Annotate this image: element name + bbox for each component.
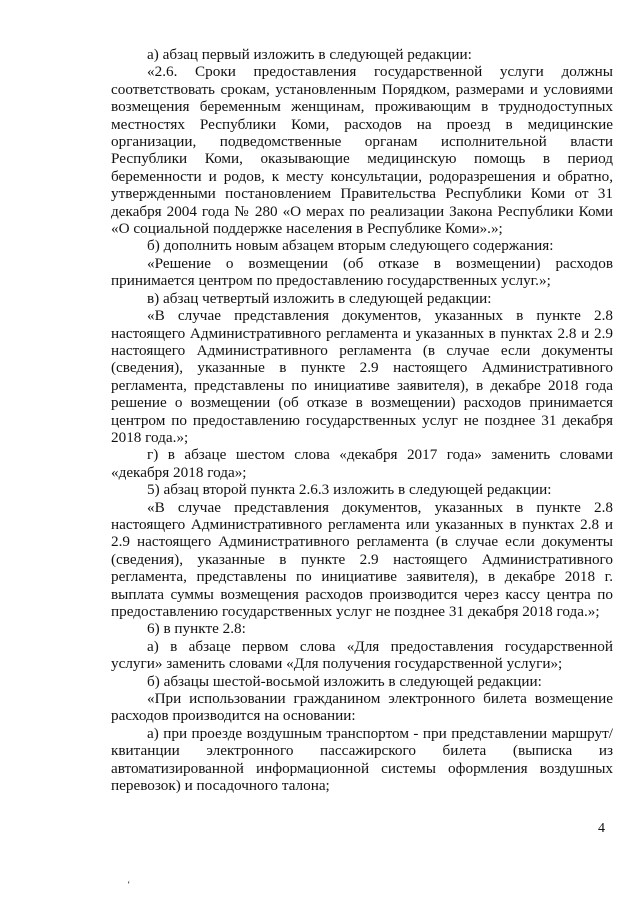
paragraph-payment-case: «В случае представления документов, указанных в пункте 2.8 настоящего Административного регламента или указанных в пунктах 2.8 и 2.9 настоящего Административного регламента (в случае если документы (сведения), указанные в пункте 2.9 настоящего Административного регламента, представлены по инициативе заявителя), в декабре 2018 г. выплата суммы возмещения расходов производится через кассу центра по предоставлению государственных услуг не позднее 31 декабря 2018 года.»; <box>111 498 613 620</box>
document-body <box>111 46 613 794</box>
paragraph-amendment-v: в) абзац четвертый изложить в следующей редакции: <box>147 289 492 307</box>
scan-speck: ‘ <box>127 880 131 891</box>
paragraph-item-6: 6) в пункте 2.8: <box>147 620 246 638</box>
paragraph-air-transport: а) при проезде воздушным транспортом - при представлении маршрут/квитанции электронного пассажирского билета (выписка из автоматизированной информационной системы оформления воздушных перевозок) и посадочного талона; <box>111 724 613 795</box>
paragraph-amendment-b: б) дополнить новым абзацем вторым следующего содержания: <box>147 237 554 255</box>
paragraph-amendment-a: а) абзац первый изложить в следующей редакции: <box>147 46 472 63</box>
paragraph-item-6-b: б) абзацы шестой-восьмой изложить в следующей редакции: <box>147 672 542 690</box>
paragraph-item-6-a: а) в абзаце первом слова «Для предоставления государственной услуги» заменить словами «Для получения государственной услуги»; <box>111 637 613 673</box>
paragraph-item-5: 5) абзац второй пункта 2.6.3 изложить в следующей редакции: <box>147 481 552 499</box>
paragraph-clause-2-6: «2.6. Сроки предоставления государственной услуги должны соответствовать срокам, установленным Порядком, размерами и условиями возмещения беременным женщинам, проживающим в труднодоступных местностях Республики Коми, расходов на проезд в медицинские организации, подведомственные органам исполнительной власти Республики Коми, оказывающие медицинскую помощь в период беременности и родов, к месту консультации, родоразрешения и обратно, утвержденными постановлением Правительства Республики Коми от 31 декабря 2004 года № 280 «О мерах по реализации Закона Республики Коми «О социальной поддержке населения в Республике Коми».»; <box>111 63 613 238</box>
paragraph-decision-text: «Решение о возмещении (об отказе в возмещении) расходов принимается центром по предоставлению государственных услуг.»; <box>111 254 613 290</box>
paragraph-documents-case: «В случае представления документов, указанных в пункте 2.8 настоящего Административного регламента и указанных в пунктах 2.8 и 2.9 настоящего Административного регламента (в случае если документы (сведения), указанные в пункте 2.9 настоящего Административного регламента, представлены по инициативе заявителя), в декабре 2018 года решение о возмещении (об отказе в возмещении) расходов принимается центром по предоставлению государственных услуг не позднее 31 декабря 2018 года.»; <box>111 307 613 446</box>
paragraph-e-ticket: «При использовании гражданином электронного билета возмещение расходов производится на основании: <box>111 690 613 725</box>
page-number: 4 <box>598 821 605 836</box>
paragraph-amendment-g: г) в абзаце шестом слова «декабря 2017 года» заменить словами «декабря 2018 года»; <box>111 446 613 481</box>
